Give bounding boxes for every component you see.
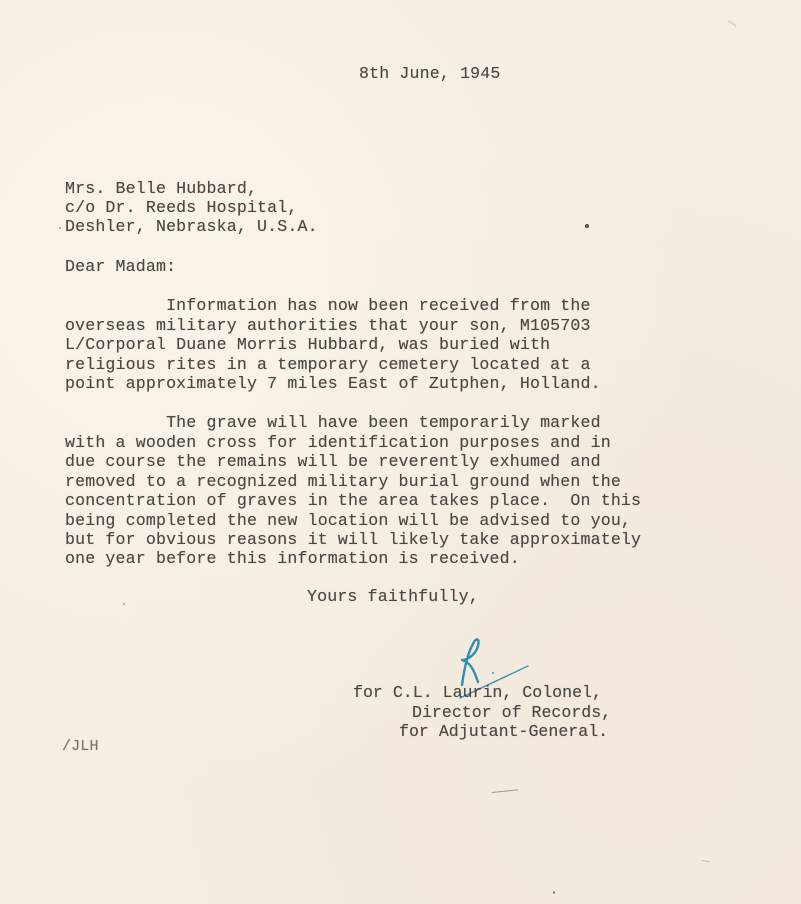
paper-speck bbox=[123, 603, 125, 605]
paragraph-line: L/Corporal Duane Morris Hubbard, was buried with bbox=[65, 335, 551, 354]
paragraph-line: religious rites in a temporary cemetery located at a bbox=[65, 355, 591, 374]
paragraph-line: point approximately 7 miles East of Zutphen, Holland. bbox=[65, 374, 601, 393]
paper-speck bbox=[585, 224, 589, 228]
paper-fiber bbox=[492, 789, 518, 793]
paragraph-line: one year before this information is received. bbox=[65, 549, 520, 568]
paragraph-line: Information has now been received from the bbox=[65, 296, 591, 315]
typist-initials: /JLH bbox=[62, 738, 99, 755]
recipient-location: Deshler, Nebraska, U.S.A. bbox=[65, 217, 318, 236]
paper-speck bbox=[553, 891, 555, 894]
paragraph-line: being completed the new location will be advised to you, bbox=[65, 511, 632, 530]
recipient-care-of: c/o Dr. Reeds Hospital, bbox=[65, 198, 298, 217]
paragraph-line: overseas military authorities that your son, M105703 bbox=[65, 316, 591, 335]
recipient-name: Mrs. Belle Hubbard, bbox=[65, 179, 258, 198]
salutation: Dear Madam: bbox=[65, 257, 177, 276]
closing: Yours faithfully, bbox=[307, 587, 479, 606]
paper-speck bbox=[59, 227, 61, 229]
paragraph-line: but for obvious reasons it will likely take approximately bbox=[65, 530, 642, 549]
signatory-department: for Adjutant-General. bbox=[399, 722, 609, 741]
paper-fiber bbox=[702, 860, 710, 862]
signatory-line: for C.L. Laurin, Colonel, bbox=[353, 683, 602, 702]
paragraph-line: concentration of graves in the area takes place. On this bbox=[65, 491, 642, 510]
paragraph-line: with a wooden cross for identification purposes and in bbox=[65, 433, 611, 452]
paragraph-line: removed to a recognized military burial ground when the bbox=[65, 472, 621, 491]
paragraph-line: The grave will have been temporarily marked bbox=[65, 413, 601, 432]
letter-date: 8th June, 1945 bbox=[359, 64, 501, 83]
paper-fiber bbox=[728, 20, 737, 27]
paragraph-line: due course the remains will be reverently exhumed and bbox=[65, 452, 601, 471]
signatory-title: Director of Records, bbox=[412, 703, 612, 722]
